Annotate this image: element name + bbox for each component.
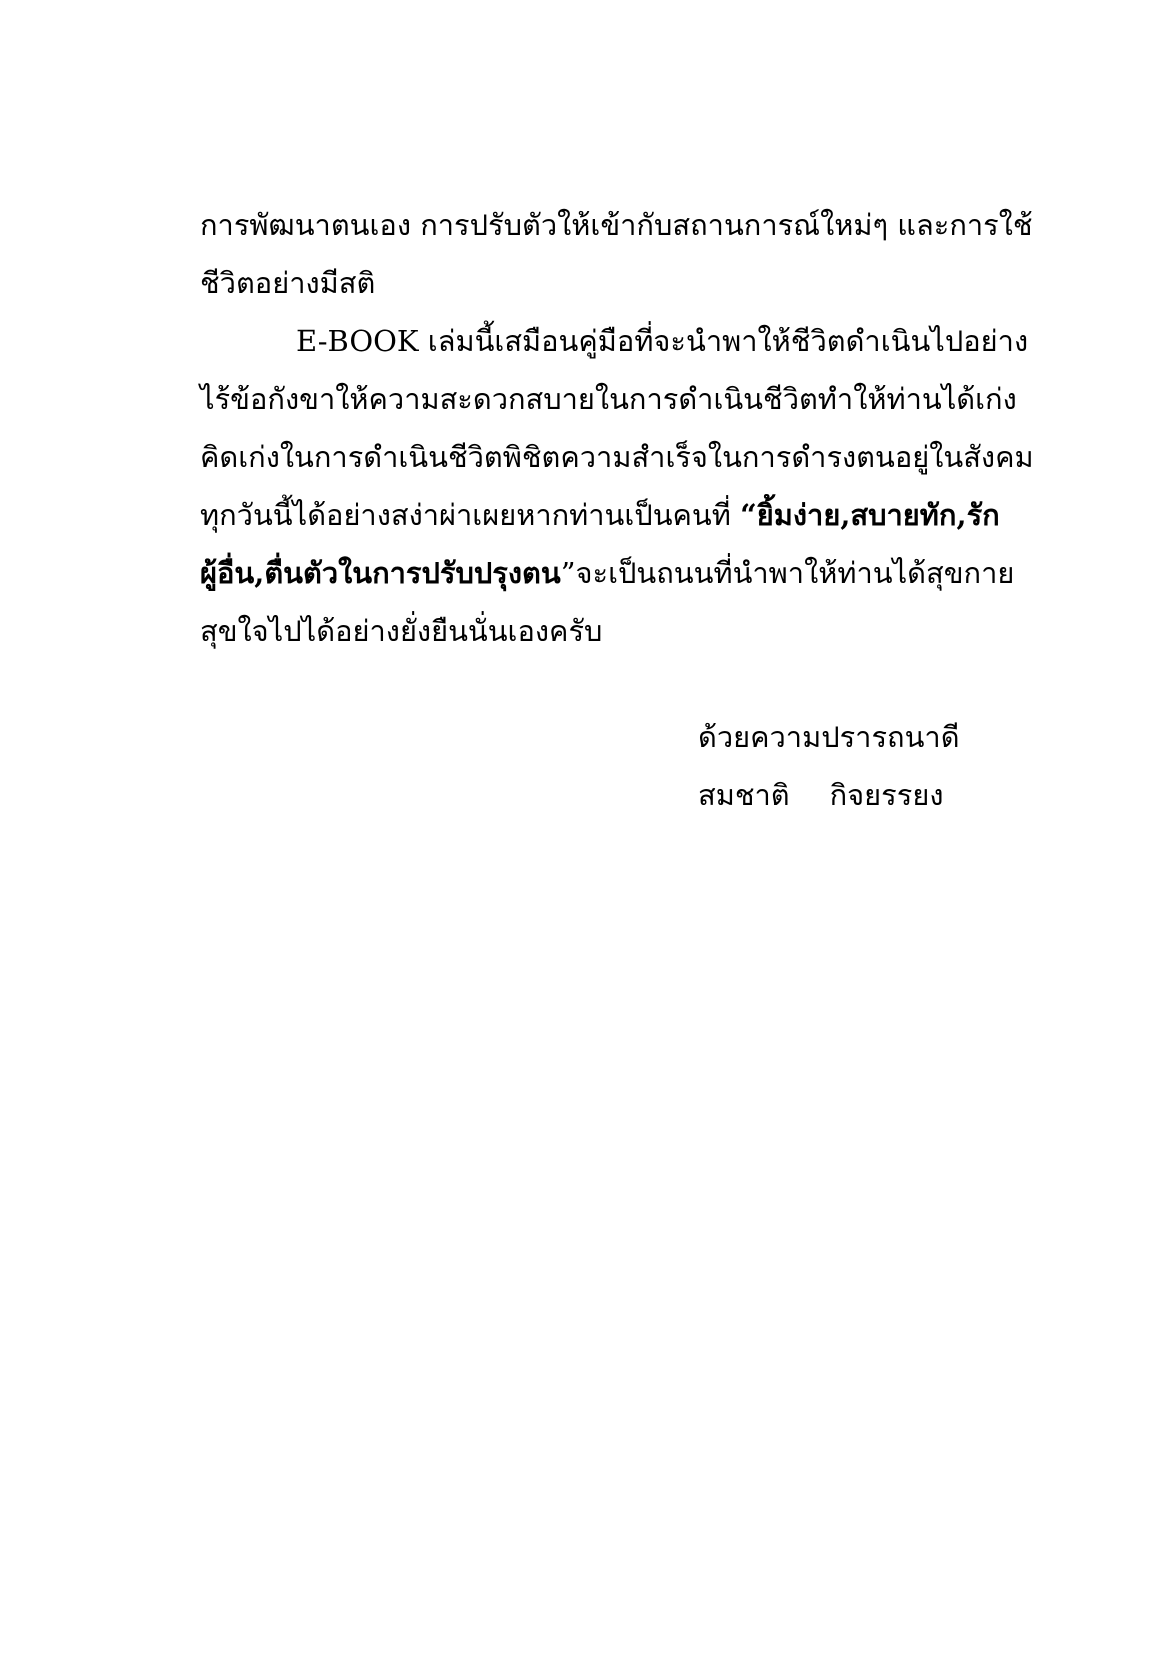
- signature-first-name: สมชาติ: [698, 778, 790, 812]
- paragraph-2-line-6: สุขใจไปได้อย่างยั่งยืนนั่นเองครับ: [200, 614, 603, 648]
- paragraph-2-line-4-text: ทุกวันนี้ได้อย่างสง่าผ่าเผยหากท่านเป็นคนที่: [200, 498, 741, 532]
- paragraph-2-line-2: ไร้ข้อกังขาให้ความสะดวกสบายในการดำเนินชีวิตทำให้ท่านได้เก่ง: [200, 382, 1017, 416]
- signature-closing: ด้วยความปรารถนาดี: [698, 720, 960, 754]
- motto-quote-end: ผู้อื่น,ตื่นตัวในการปรับปรุงตน: [200, 556, 561, 590]
- paragraph-2-line-4: [200, 486, 1000, 544]
- body-text: [200, 196, 1034, 660]
- paragraph-2-line-3: คิดเก่งในการดำเนินชีวิตพิชิตความสำเร็จในการดำรงตนอยู่ในสังคม: [200, 440, 1034, 474]
- paragraph-2-line-5: [200, 544, 1015, 602]
- signature-name: [698, 766, 960, 824]
- paragraph-2-line-1: E-BOOK เล่มนี้เสมือนคู่มือที่จะนำพาให้ชีวิตดำเนินไปอย่าง: [296, 324, 1029, 358]
- paragraph-1-line-2: ชีวิตอย่างมีสติ: [200, 266, 376, 300]
- signature-last-name: กิจยรรยง: [829, 778, 944, 812]
- paragraph-2-line-5-text: ”จะเป็นถนนที่นำพาให้ท่านได้สุขกาย: [560, 556, 1015, 590]
- paragraph-1-line-1: การพัฒนาตนเอง การปรับตัวให้เข้ากับสถานการณ์ใหม่ๆ และการใช้: [200, 208, 1033, 242]
- motto-quote-start: “ยิ้มง่าย,สบายทัก,รัก: [740, 498, 1000, 532]
- signature-block: [698, 708, 960, 824]
